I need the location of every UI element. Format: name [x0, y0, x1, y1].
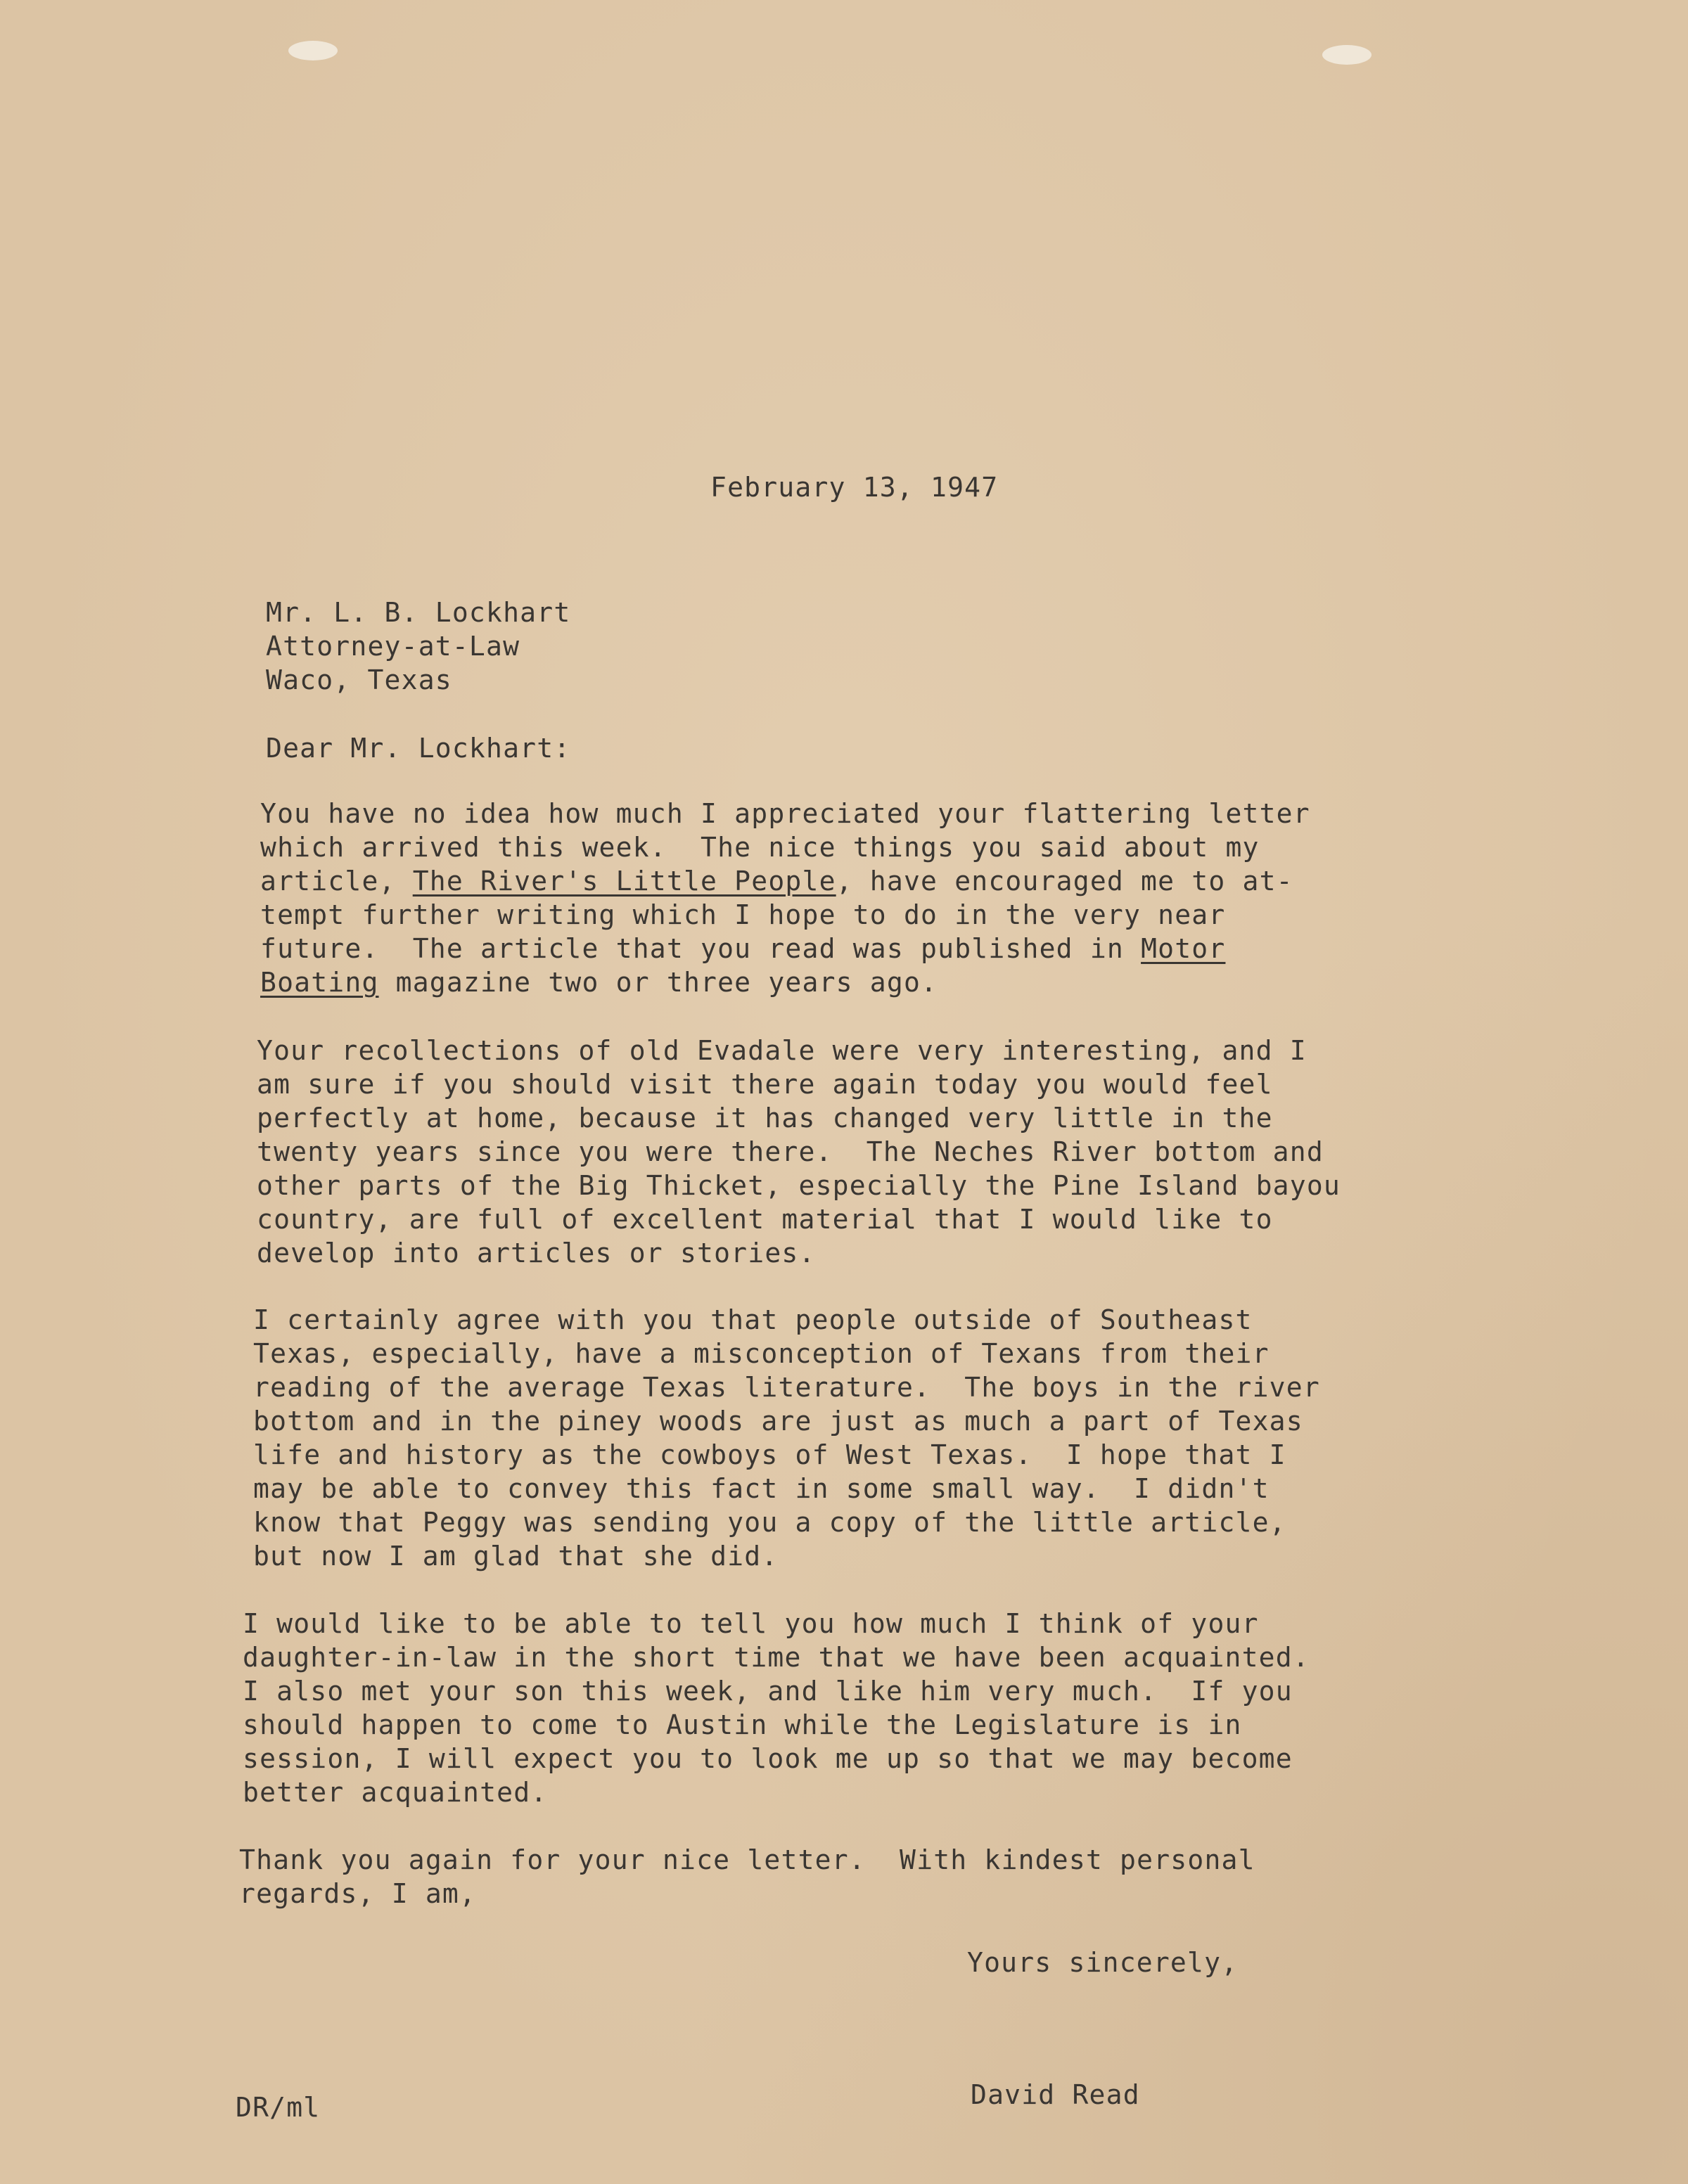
p3-line-8: but now I am glad that she did.: [253, 1541, 779, 1572]
p1-line-1: You have no idea how much I appreciated your flattering letter: [260, 798, 1310, 829]
p5-line-1: Thank you again for your nice letter. With kindest personal: [239, 1844, 1255, 1875]
p3-line-6: may be able to convey this fact in some small way. I didn't: [253, 1473, 1270, 1504]
p3-line-5: life and history as the cowboys of West Texas. I hope that I: [253, 1439, 1286, 1470]
p2-line-6: country, are full of excellent material that I would like to: [257, 1204, 1273, 1235]
p4-line-4: should happen to come to Austin while the Legislature is in: [243, 1709, 1242, 1740]
p4-line-5: session, I will expect you to look me up so that we may become: [243, 1743, 1293, 1774]
p1-line-6: Boating magazine two or three years ago.: [260, 967, 938, 998]
typist-initials: DR/ml: [236, 2092, 321, 2123]
p4-line-3: I also met your son this week, and like him very much. If you: [243, 1676, 1293, 1707]
recipient-name: Mr. L. B. Lockhart: [266, 597, 571, 628]
p1-line-3: article, The River's Little People, have encouraged me to at-: [260, 866, 1293, 897]
p3-line-4: bottom and in the piney woods are just as much a part of Texas: [253, 1406, 1303, 1437]
p2-line-1: Your recollections of old Evadale were very interesting, and I: [257, 1035, 1307, 1066]
p3-line-2: Texas, especially, have a misconception of Texans from their: [253, 1338, 1270, 1369]
signature-name: David Read: [971, 2079, 1140, 2110]
p2-line-2: am sure if you should visit there again today you would feel: [257, 1069, 1273, 1100]
p4-line-2: daughter-in-law in the short time that we have been acquainted.: [243, 1642, 1310, 1673]
p3-line-1: I certainly agree with you that people outside of Southeast: [253, 1304, 1253, 1335]
p2-line-3: perfectly at home, because it has changed very little in the: [257, 1103, 1273, 1133]
closing: Yours sincerely,: [967, 1947, 1239, 1978]
magazine-title-part-2: Boating: [260, 967, 379, 998]
p1-line-4: tempt further writing which I hope to do in the very near: [260, 899, 1226, 930]
p1-line-5: future. The article that you read was published in Motor: [260, 933, 1226, 964]
p2-line-5: other parts of the Big Thicket, especially the Pine Island bayou: [257, 1170, 1341, 1201]
recipient-city: Waco, Texas: [266, 664, 452, 695]
p4-line-1: I would like to be able to tell you how much I think of your: [243, 1608, 1259, 1639]
p5-line-2: regards, I am,: [239, 1878, 477, 1909]
p3-line-3: reading of the average Texas literature. The boys in the river: [253, 1372, 1320, 1403]
letter-date: February 13, 1947: [710, 472, 999, 503]
p2-line-7: develop into articles or stories.: [257, 1238, 816, 1268]
p1-line-2: which arrived this week. The nice things you said about my: [260, 832, 1260, 863]
recipient-title: Attorney-at-Law: [266, 631, 520, 662]
article-title: The River's Little People: [412, 866, 836, 897]
magazine-title-part-1: Motor: [1141, 933, 1226, 964]
salutation: Dear Mr. Lockhart:: [266, 733, 571, 764]
p3-line-7: know that Peggy was sending you a copy of the little article,: [253, 1507, 1286, 1538]
p2-line-4: twenty years since you were there. The Neches River bottom and: [257, 1136, 1324, 1167]
p4-line-6: better acquainted.: [243, 1777, 548, 1808]
